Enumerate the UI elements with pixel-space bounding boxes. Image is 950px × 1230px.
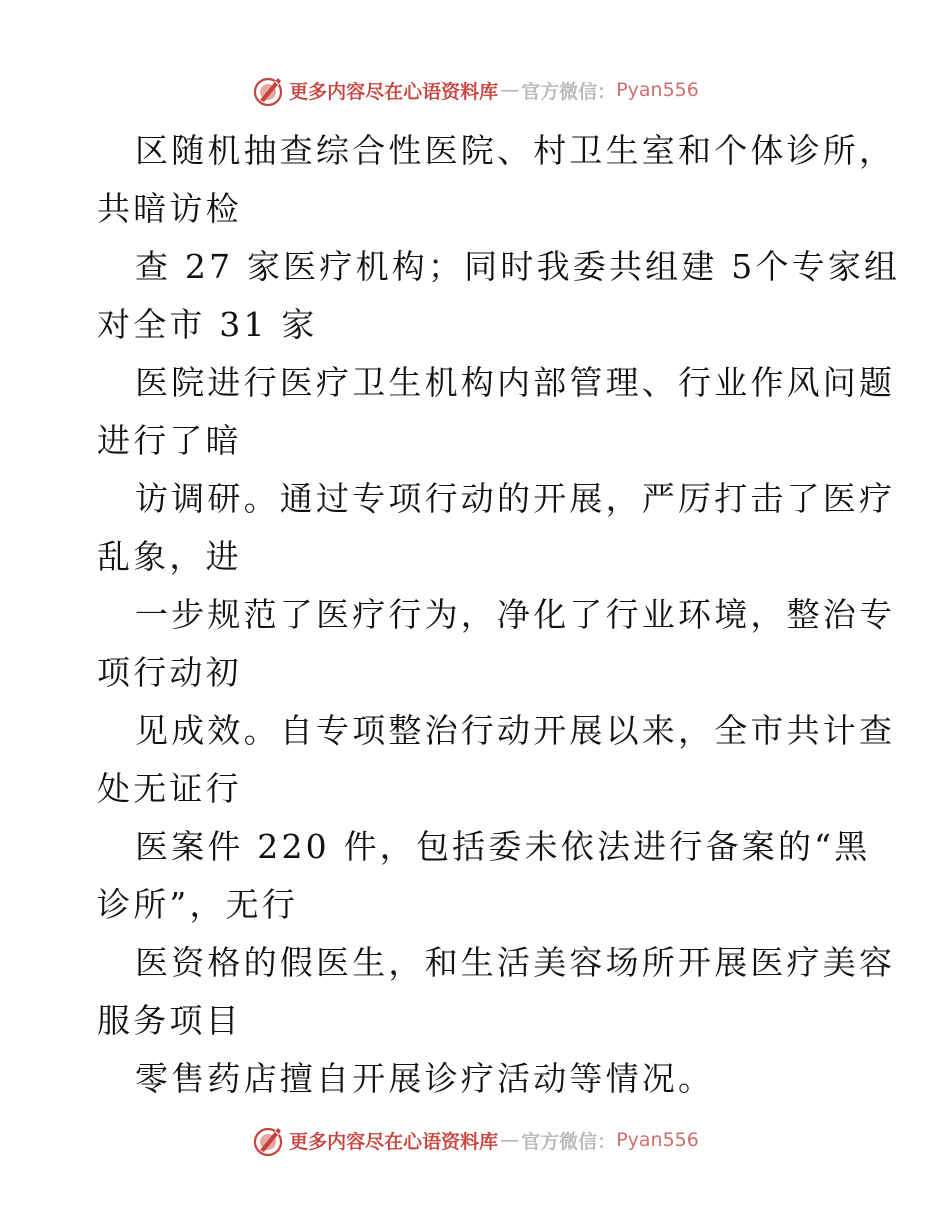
banner-brand-text: 更多内容尽在心语资料库 <box>289 80 499 103</box>
paragraph-line: 见成效。自专项整治行动开展以来，全市共计查 <box>135 711 896 750</box>
paragraph-line: 进行了暗 <box>97 421 242 460</box>
paragraph-line: 共暗访检 <box>97 189 242 228</box>
paragraph-line: 查 27 家医疗机构；同时我委共组建 5个专家组 <box>135 247 901 286</box>
banner-official-label: 官方微信： <box>521 1130 617 1153</box>
paragraph-line: 零售药店擅自开展诊疗活动等情况。 <box>135 1059 715 1098</box>
feather-pen-logo-icon <box>251 73 285 107</box>
paragraph <box>97 1050 857 1108</box>
paragraph-line: 服务项目 <box>97 1001 242 1040</box>
footer-banner <box>0 1120 950 1160</box>
banner-brand-text: 更多内容尽在心语资料库 <box>289 1130 499 1153</box>
paragraph <box>97 470 896 586</box>
paragraph-line: 一步规范了医疗行为，净化了行业环境，整治专 <box>135 595 896 634</box>
banner-dash: — <box>500 79 520 101</box>
paragraph-line: 区随机抽查综合性医院、村卫生室和个体诊所， <box>135 131 896 170</box>
banner-dash: — <box>500 1129 520 1151</box>
feather-pen-logo-icon <box>251 1123 285 1157</box>
banner-wechat-id: Pyan556 <box>616 1129 699 1151</box>
paragraph <box>97 238 901 354</box>
paragraph-line: 对全市 31 家 <box>97 305 318 344</box>
banner-official-label: 官方微信： <box>521 80 617 103</box>
paragraph-line: 医院进行医疗卫生机构内部管理、行业作风问题 <box>135 363 896 402</box>
paragraph-line: 访调研。通过专项行动的开展，严厉打击了医疗 <box>135 479 896 518</box>
paragraph <box>97 586 896 702</box>
paragraph <box>97 122 896 238</box>
paragraph <box>97 934 896 1050</box>
banner-wechat-id: Pyan556 <box>616 79 699 101</box>
header-banner <box>0 70 950 110</box>
paragraph-line: 诊所”，无行 <box>97 885 299 924</box>
paragraph-line: 乱象，进 <box>97 537 242 576</box>
paragraph-line: 项行动初 <box>97 653 242 692</box>
paragraph-line: 医资格的假医生，和生活美容场所开展医疗美容 <box>135 943 896 982</box>
paragraph <box>97 702 896 818</box>
paragraph-line: 医案件 220 件，包括委未依法进行备案的“黑 <box>135 827 871 866</box>
paragraph <box>97 818 871 934</box>
document-body <box>97 122 901 1108</box>
paragraph-line: 处无证行 <box>97 769 242 808</box>
paragraph <box>97 354 896 470</box>
